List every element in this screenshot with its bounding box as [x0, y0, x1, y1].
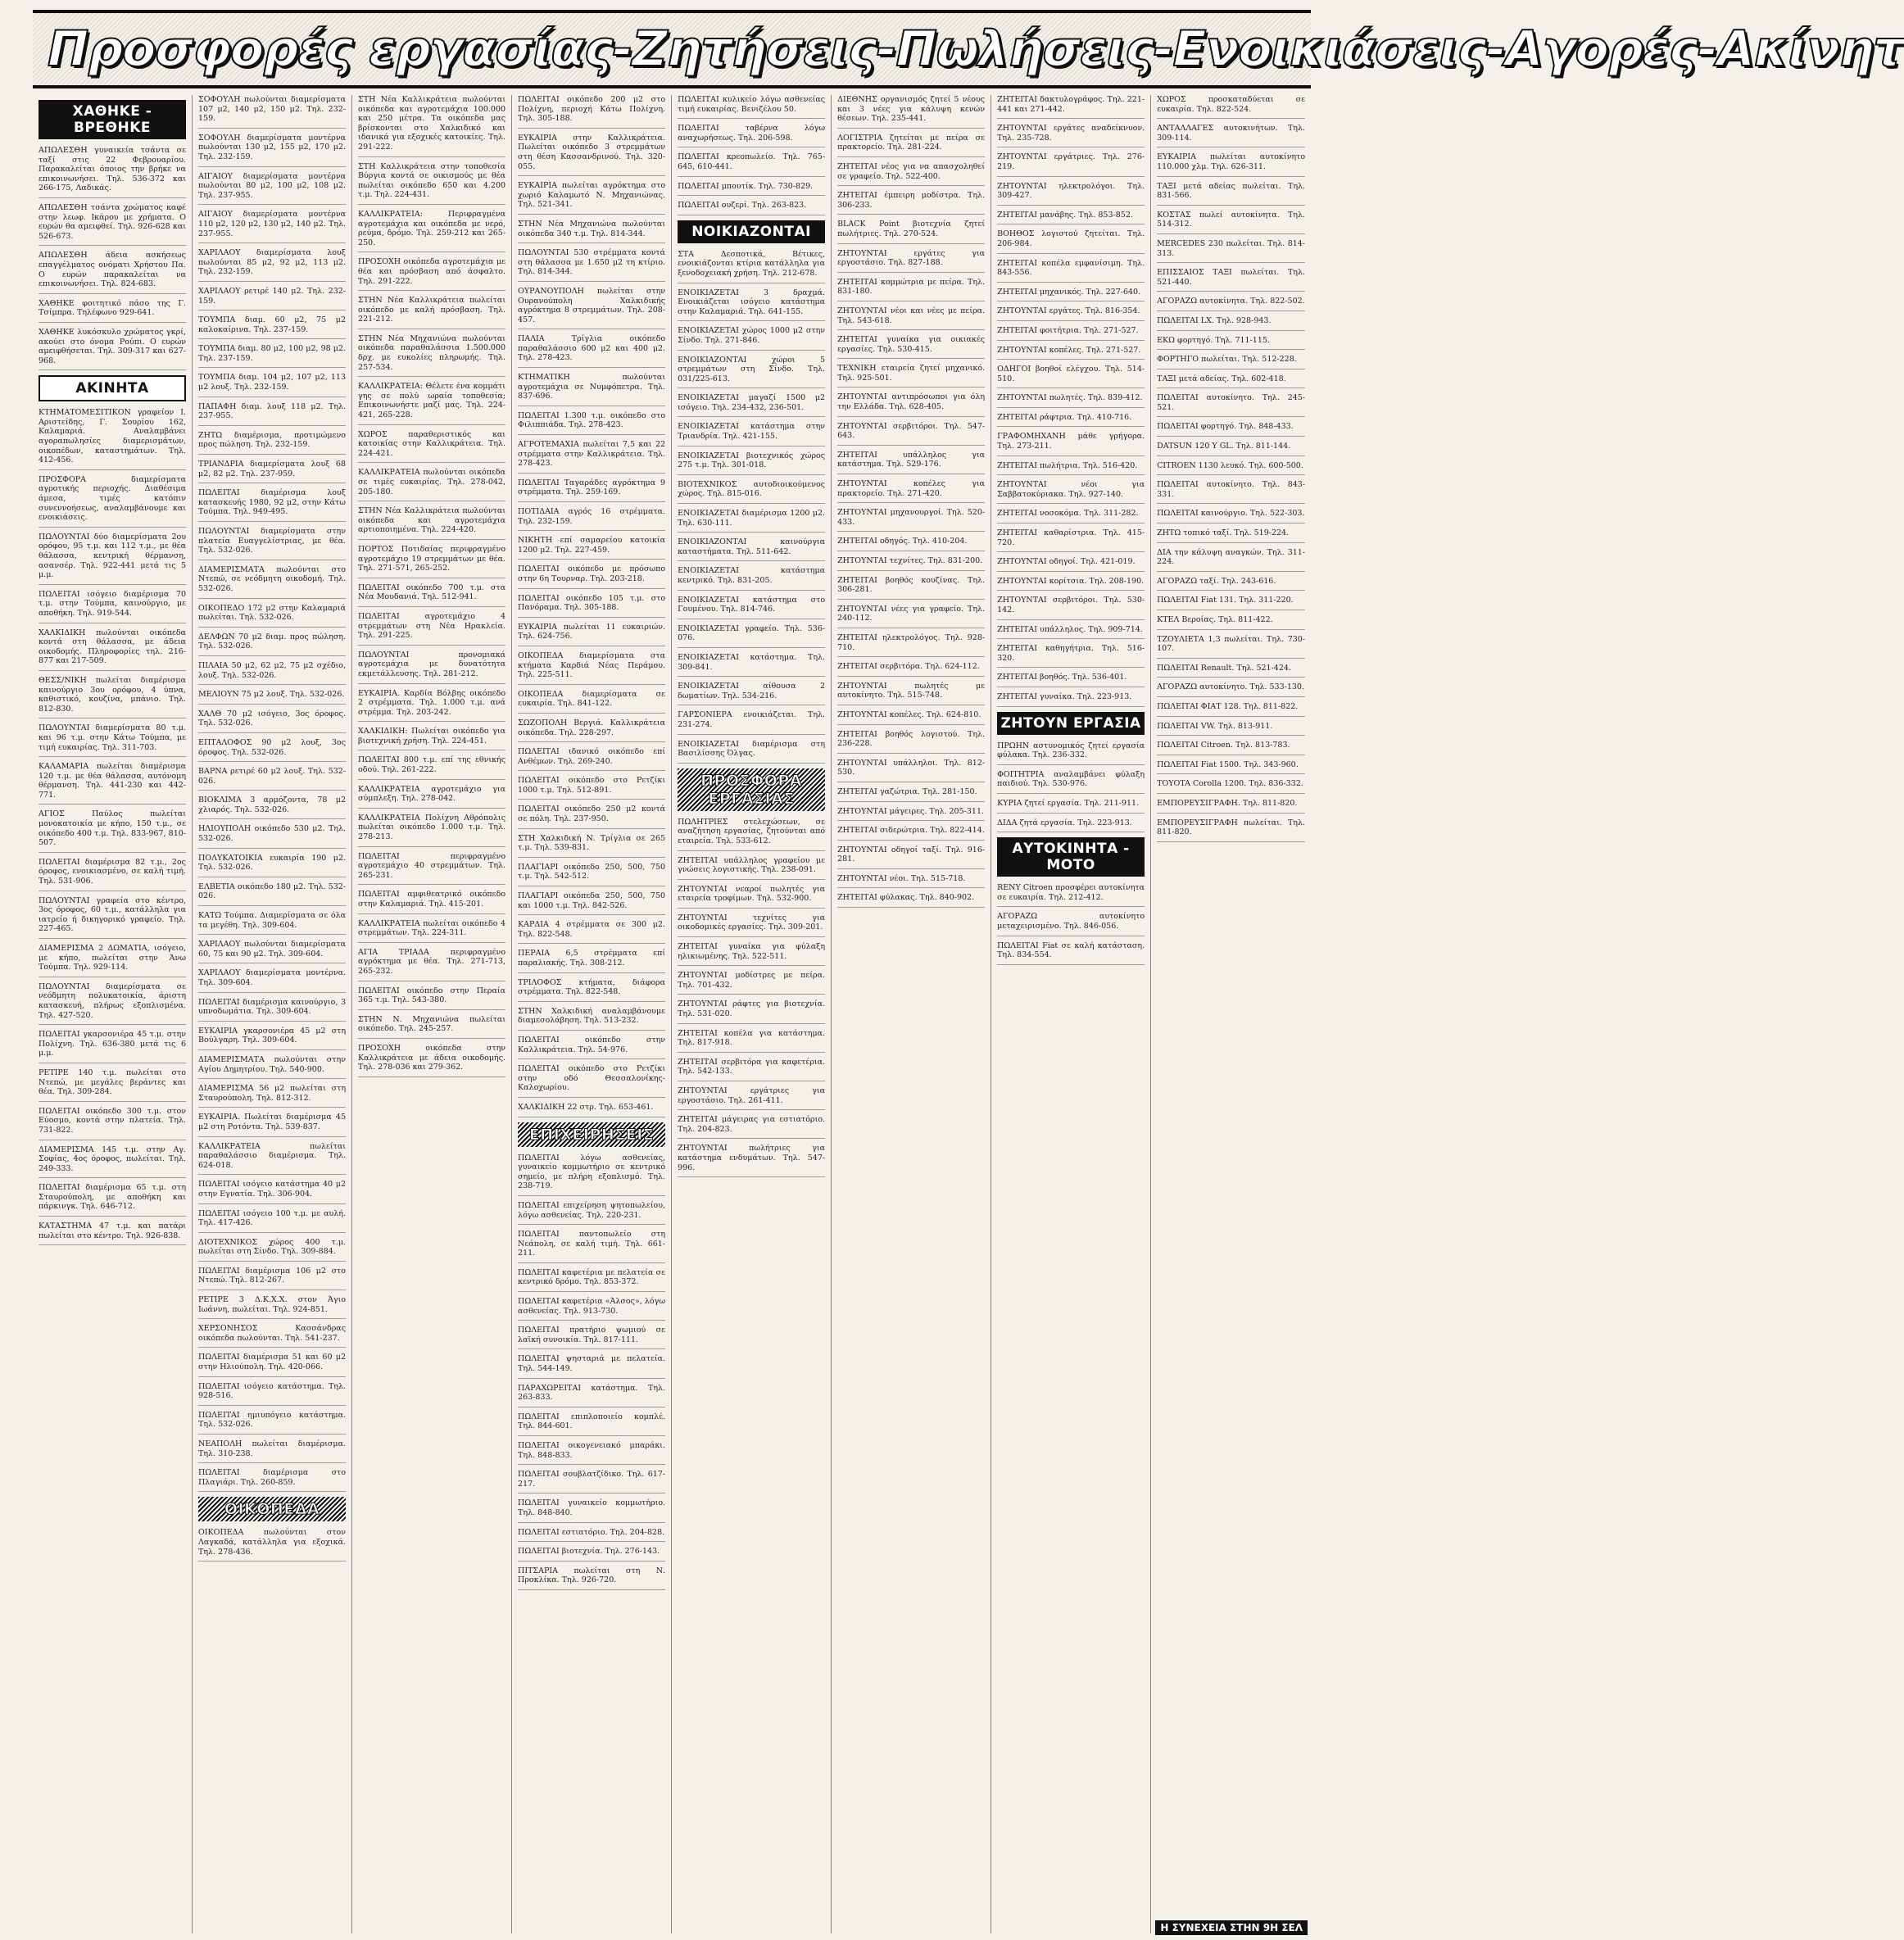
classified-ad: ΖΗΤΕΙΤΑΙ βοηθός κουζίνας. Τηλ. 306-281.	[837, 576, 985, 600]
classified-ad: ΚΑΤΩ Τούμπα. Διαμερίσματα σε όλα τα μεγέθη. Τηλ. 309-604.	[198, 911, 346, 935]
classified-ad: ΕΝΟΙΚΙΑΖΕΤΑΙ 3 δραχμά. Ενοικιάζεται ισόγειο κατάστημα στην Καλαμαριά. Τηλ. 641-155.	[678, 288, 825, 322]
classified-ad: ΠΡΟΣΟΧΗ οικόπεδα στην Καλλικράτεια με άδεια οικοδομής. Τηλ. 278-036 και 279-362.	[358, 1044, 505, 1077]
classified-ad: ΠΟΛΥΚΑΤΟΙΚΙΑ ευκαιρία 190 μ2. Τηλ. 532-026.	[198, 854, 346, 877]
classified-ad: ΟΥΡΑΝΟΥΠΟΛΗ πωλείται στην Ουρανούπολη Χαλκιδικής αγρόκτημα 8 στρεμμάτων. Τηλ. 208-457.	[518, 287, 665, 329]
classified-ad: ΖΗΤΕΙΤΑΙ γυναίκα. Τηλ. 223-913.	[997, 692, 1145, 707]
classified-ad: ΠΩΛΕΙΤΑΙ κρεοπωλείο. Τηλ. 765-645, 610-441.	[678, 152, 825, 176]
classified-ad: ΠΩΛΕΙΤΑΙ περιφραγμένο αγροτεμάχιο 40 στρεμμάτων. Τηλ. 265-231.	[358, 852, 505, 886]
classified-ad: ΖΗΤΟΥΝΤΑΙ νέοι για Σαββατοκύριακα. Τηλ. 927-140.	[997, 480, 1145, 504]
classified-ad: ΔΙΕΘΝΗΣ οργανισμός ζητεί 5 νέους και 3 νέες για κάλυψη κενών θέσεων. Τηλ. 235-441.	[837, 95, 985, 129]
classified-ad: ΠΟΡΤΟΣ Ποτιδαίας περιφραγμένο αγροτεμάχιο 19 στρεμμάτων με θέα. Τηλ. 271-571, 265-252.	[358, 545, 505, 578]
classified-ad: ΠΩΛΕΙΤΑΙ σουβλατζίδικο. Τηλ. 617-217.	[518, 1470, 665, 1494]
classified-ad: CITROEN 1130 λευκό. Τηλ. 600-500.	[1157, 461, 1305, 476]
classified-ad: ΠΩΛΕΙΤΑΙ Fiat 131. Τηλ. 311-220.	[1157, 596, 1305, 610]
classified-ad: ΠΕΡΑΙΑ 6,5 στρέμματα επί παραλιακής. Τηλ. 308-212.	[518, 949, 665, 972]
classified-ad: ΠΩΛΕΙΤΑΙ κυλικείο λόγω ασθενείας τιμή ευκαιρίας. Βενιζέλου 50.	[678, 95, 825, 119]
classified-ad: ΑΓΟΡΑΖΩ αυτοκίνητο μεταχειρισμένο. Τηλ. 846-056.	[997, 912, 1145, 936]
classified-ad: ΑΙΓΑΙΟΥ διαμερίσματα μοντέρνα πωλούνται 80 μ2, 100 μ2, 108 μ2. Τηλ. 237-955.	[198, 172, 346, 206]
section-heading: ΑΥΤΟΚΙΝΗΤΑ - ΜΟΤΟ	[997, 837, 1145, 877]
classified-ad: ΠΩΛΗΤΡΙΕΣ στελεχώσεων, σε αναζήτηση εργασίας, ζητούνται από εταιρεία. Τηλ. 533-612.	[678, 818, 825, 851]
classified-ad: ΚΤΕΛ Βεροίας. Τηλ. 811-422.	[1157, 615, 1305, 630]
classified-ad: ΖΗΤΟΥΝΤΑΙ νέες για γραφείο. Τηλ. 240-112.	[837, 605, 985, 628]
classified-ad: ΖΗΤΕΙΤΑΙ μηχανικός. Τηλ. 227-640.	[997, 288, 1145, 302]
classified-ad: ΠΟΤΙΔΑΙΑ αγρός 16 στρέμματα. Τηλ. 232-159.	[518, 507, 665, 531]
classified-ad: ΖΗΤΕΙΤΑΙ υπάλληλος. Τηλ. 909-714.	[997, 625, 1145, 640]
classified-ad: ΠΩΛΕΙΤΑΙ επιπλοποιείο κομπλέ. Τηλ. 844-601.	[518, 1412, 665, 1436]
classified-ad: ΟΙΚΟΠΕΔΟ 172 μ2 στην Καλαμαριά πωλείται. Τηλ. 532-026.	[198, 604, 346, 628]
classified-ad: ΧΑΡΙΛΑΟΥ ρετιρέ 140 μ2. Τηλ. 232-159.	[198, 287, 346, 310]
classified-ad: ΖΗΤΟΥΝΤΑΙ τεχνίτες. Τηλ. 831-200.	[837, 556, 985, 571]
classified-ad: ΔΕΛΦΩΝ 70 μ2 διαμ. προς πώληση. Τηλ. 532-026.	[198, 632, 346, 656]
section-heading: ΖΗΤΟΥΝ ΕΡΓΑΣΙΑ	[997, 712, 1145, 735]
classified-ad: ΝΕΑΠΟΛΗ πωλείται διαμέρισμα. Τηλ. 310-238.	[198, 1439, 346, 1463]
classified-ad: ΤΖΟΥΛΙΕΤΑ 1,3 πωλείται. Τηλ. 730-107.	[1157, 635, 1305, 659]
classified-ad: ΠΩΛΕΙΤΑΙ μπουτίκ. Τηλ. 730-829.	[678, 182, 825, 197]
classified-ad: ΚΑΛΛΙΚΡΑΤΕΙΑ αγροτεμάχιο για σύμπλεξη. Τηλ. 278-042.	[358, 785, 505, 809]
classified-ad: ΚΟΣΤΑΣ πωλεί αυτοκίνητα. Τηλ. 514-312.	[1157, 211, 1305, 234]
classified-ad: ΠΩΛΟΥΝΤΑΙ διαμερίσματα σε νεόδμητη πολυκατοικία, άριστη κατασκευή, πλήρως εξοπλισμένα. Τηλ. 427-520.	[39, 982, 186, 1025]
classified-ad: ΖΗΤΟΥΝΤΑΙ σερβιτόροι. Τηλ. 530-142.	[997, 596, 1145, 619]
classified-ad: ΖΗΤΟΥΝΤΑΙ ηλεκτρολόγοι. Τηλ. 309-427.	[997, 182, 1145, 206]
classified-ad: ΖΗΤΕΙΤΑΙ σιδερώτρια. Τηλ. 822-414.	[837, 826, 985, 841]
classified-ad: ΚΑΛΑΜΑΡΙΑ πωλείται διαμέρισμα 120 τ.μ. με θέα θάλασσα, αυτόνομη θέρμανση. Τηλ. 441-230 και 442-771.	[39, 762, 186, 805]
classified-ad: ΖΗΤΕΙΤΑΙ μανάβης. Τηλ. 853-852.	[997, 211, 1145, 225]
classified-ad: ΡΕΤΙΡΕ 3 Δ.Κ.Χ.Χ. στον Άγιο Ιωάννη, πωλείται. Τηλ. 924-851.	[198, 1295, 346, 1319]
classified-ad: ΣΤΗ Καλλικράτεια στην τοποθεσία Βύργια κοντά σε οικισμούς με θέα πωλείται οικόπεδο 650 και 4.200 τ.μ. Τηλ. 224-431.	[358, 162, 505, 205]
classified-ad: ΕΜΠΟΡΕΥΣΙΓΡΑΦΗ πωλείται. Τηλ. 811-820.	[1157, 818, 1305, 842]
continuation-note: Η ΣΥΝΕΧΕΙΑ ΣΤΗΝ 9Η ΣΕΛ	[1155, 1920, 1308, 1935]
classified-ad: ΣΤΗ Νέα Καλλικράτεια πωλούνται οικόπεδα και αγροτεμάχια 100.000 και 250 μέτρα. Τα οικόπεδα μας βρίσκονται στο Χαλκιδικό και ιδανικά για εξοχικές κατοικίες. Τηλ. 291-222.	[358, 95, 505, 157]
classified-ad: ΠΩΛΕΙΤΑΙ διαμέρισμα 65 τ.μ. στη Σταυρούπολη, με αποθήκη και πάρκινγκ. Τηλ. 646-712.	[39, 1183, 186, 1217]
classified-ad: ΖΗΤΕΙΤΑΙ πωλήτρια. Τηλ. 516-420.	[997, 461, 1145, 476]
classified-ad: ΧΑΡΙΛΑΟΥ διαμερίσματα μοντέρνα. Τηλ. 309-604.	[198, 968, 346, 992]
section-heading: ΧΑΘΗΚΕ - ΒΡΕΘΗΚΕ	[39, 100, 186, 139]
classified-ad: ΔΙΑΜΕΡΙΣΜΑΤΑ πωλούνται στο Ντεπώ, σε νεόδμητη οικοδομή. Τηλ. 532-026.	[198, 565, 346, 599]
classified-ad: ΠΩΛΕΙΤΑΙ οικόπεδο 200 μ2 στο Πολίχνη, περιοχή Κάτω Πολίχνη. Τηλ. 305-188.	[518, 95, 665, 129]
classified-ad: ΖΗΤΟΥΝΤΑΙ κοπέλες. Τηλ. 271-527.	[997, 346, 1145, 360]
classified-ad: ΠΡΩΗΝ αστυνομικός ζητεί εργασία φύλακα. Τηλ. 236-332.	[997, 741, 1145, 765]
classified-ad: ΣΤΑ Δεσποτικά, Βέτικες, ενοικιάζονται κτίρια κατάλληλα για ξενοδοχειακή χρήση. Τηλ. 212-678.	[678, 250, 825, 283]
classified-column	[832, 95, 991, 1933]
section-heading: ΕΠΙΧΕΙΡΗΣΕΙΣ	[518, 1122, 665, 1147]
classified-ad: ΕΝΟΙΚΙΑΖΟΝΤΑΙ χώροι 5 στρεμμάτων στη Σίνδο. Τηλ. 031/225-613.	[678, 356, 825, 389]
classified-ad: ΖΗΤΕΙΤΑΙ δακτυλογράφος. Τηλ. 221-441 και 271-442.	[997, 95, 1145, 119]
classified-ad: ΧΑΛΚΙΔΙΚΗ 22 στρ. Τηλ. 653-461.	[518, 1103, 665, 1117]
classified-ad: ΖΗΤΟΥΝΤΑΙ πωλητές. Τηλ. 839-412.	[997, 393, 1145, 408]
classified-ad: ΧΑΛΚΙΔΙΚΗ: Πωλείται οικόπεδο για βιοτεχνική χρήση. Τηλ. 224-451.	[358, 727, 505, 750]
classified-ad: ΚΑΛΛΙΚΡΑΤΕΙΑ: Θέλετε ένα κομμάτι γης σε πολύ ωραία τοποθεσία; Επικοινωνήστε μαζί μας. Τηλ. 224-421, 265-228.	[358, 382, 505, 424]
classified-ad: DATSUN 120 Y GL. Τηλ. 811-144.	[1157, 442, 1305, 456]
classified-ad: ΚΤΗΜΑΤΙΚΗ πωλούνται αγροτεμάχια σε Νυμφόπετρα. Τηλ. 837-696.	[518, 373, 665, 406]
classified-ad: ΠΩΛΕΙΤΑΙ LX. Τηλ. 928-943.	[1157, 316, 1305, 331]
classified-ad: ΟΙΚΟΠΕΔΑ διαμερίσματα σε ευκαιρία. Τηλ. 841-122.	[518, 690, 665, 714]
classified-ad: ΤΟΥΜΠΑ διαμ. 60 μ2, 75 μ2 καλοκαίρινα. Τηλ. 237-159.	[198, 315, 346, 339]
classified-ad: ΠΩΛΕΙΤΑΙ αγροτεμάχιο 4 στρεμμάτων στη Νέα Ηρακλεία. Τηλ. 291-225.	[358, 612, 505, 646]
classified-ad: ΕΥΚΑΙΡΙΑ στην Καλλικράτεια. Πωλείται οικόπεδο 3 στρεμμάτων στη θέση Κασσανδρινού. Τηλ. 320-055.	[518, 134, 665, 176]
classified-ad: ΚΑΛΛΙΚΡΑΤΕΙΑ πωλούνται οικόπεδα σε τιμές ευκαιρίας. Τηλ. 278-042, 205-180.	[358, 468, 505, 501]
classified-ad: ΠΩΛΟΥΝΤΑΙ προνομιακά αγροτεμάχια με δυνατότητα εκμετάλλευσης. Τηλ. 281-212.	[358, 650, 505, 684]
classified-ad: ΖΗΤΟΥΝΤΑΙ αντιπρόσωποι για όλη την Ελλάδα. Τηλ. 628-405.	[837, 392, 985, 416]
classified-ad: ΖΗΤΕΙΤΑΙ φύλακας. Τηλ. 840-902.	[837, 893, 985, 908]
classified-ad: ΑΠΩΛΕΣΘΗ άδεια ασκήσεως επαγγέλματος ονόματι Χρήστου Πα. Ο ευρών παρακαλείται να επικοινωνήσει. Τηλ. 824-683.	[39, 251, 186, 293]
classified-ad: ΕΝΟΙΚΙΑΖΕΤΑΙ κατάστημα. Τηλ. 309-841.	[678, 653, 825, 677]
classified-ad: ΠΩΛΕΙΤΑΙ οικόπεδο 105 τ.μ. στο Πανόραμα. Τηλ. 305-188.	[518, 594, 665, 618]
classified-ad: ΣΩΖΟΠΟΛΗ Βεργιά. Καλλικράτεια οικόπεδα. Τηλ. 228-297.	[518, 718, 665, 742]
classified-ad: ΠΩΛΕΙΤΑΙ αυτοκίνητο. Τηλ. 245-521.	[1157, 393, 1305, 417]
banner-title: Προσφορές εργασίας-Ζητήσεις-Πωλήσεις-Ενοικιάσεις-Αγορές-Ακίνητ	[48, 20, 1904, 78]
classified-ad: ΠΡΟΣΦΟΡΑ διαμερίσματα αγροτικής περιοχής. Διαθέσιμα άμεσα, τιμές κατόπιν συνεννοήσεως, αναλαμβάνουμε και ενοικιάσεις.	[39, 475, 186, 528]
classified-ad: ΖΗΤΕΙΤΑΙ κοπέλα εμφανίσιμη. Τηλ. 843-556.	[997, 259, 1145, 283]
classified-ad: ΘΕΣΣ/ΝΙΚΗ πωλείται διαμέρισμα καινούργιο 3ου ορόφου, 4 ύπνα, καθιστικό, κουζίνα, μπάνιο. Τηλ. 812-830.	[39, 676, 186, 718]
classified-ad: ΠΩΛΕΙΤΑΙ Fiat 1500. Τηλ. 343-960.	[1157, 760, 1305, 775]
classified-column	[193, 95, 352, 1933]
classified-ad: ΒΑΡΝΑ ρετιρέ 60 μ2 λουξ. Τηλ. 532-026.	[198, 767, 346, 791]
classified-ad: ΠΩΛΕΙΤΑΙ αμφιθεατρικό οικόπεδο στην Καλαμαριά. Τηλ. 415-201.	[358, 890, 505, 913]
classified-ad: ΖΗΤΩ διαμέρισμα, προτιμώμενο προς πώληση. Τηλ. 232-159.	[198, 431, 346, 455]
classified-ad: ΕΥΚΑΙΡΙΑ γκαρσονιέρα 45 μ2 στη Βούλγαρη. Τηλ. 309-604.	[198, 1027, 346, 1050]
classified-ad: ΖΗΤΟΥΝΤΑΙ υπάλληλοι. Τηλ. 812-530.	[837, 759, 985, 782]
classified-ad: ΠΩΛΕΙΤΑΙ επιχείρηση ψητοπωλείου, λόγω ασθενείας. Τηλ. 220-231.	[518, 1201, 665, 1225]
page-banner	[33, 10, 1904, 88]
classified-ad: ΖΗΤΕΙΤΑΙ σερβιτόρα για καφετέρια. Τηλ. 542-133.	[678, 1058, 825, 1081]
classified-ad: ΤΕΧΝΙΚΗ εταιρεία ζητεί μηχανικό. Τηλ. 925-501.	[837, 364, 985, 388]
classified-ad: ΖΗΤΕΙΤΑΙ μάγειρας για εστιατόριο. Τηλ. 204-823.	[678, 1115, 825, 1139]
classified-ad: ΧΕΡΣΟΝΗΣΟΣ Κασσάνδρας οικόπεδα πωλούνται. Τηλ. 541-237.	[198, 1324, 346, 1348]
classified-ad: ΒΟΗΘΟΣ λογιστού ζητείται. Τηλ. 206-984.	[997, 229, 1145, 253]
classified-ad: ΑΓΡΟΤΕΜΑΧΙΑ πωλείται 7,5 και 22 στρέμματα στην Καλλικράτεια. Τηλ. 278-423.	[518, 440, 665, 474]
classified-ad: ΕΝΟΙΚΙΑΖΕΤΑΙ κατάστημα στο Γουμένου. Τηλ. 814-746.	[678, 596, 825, 619]
classified-ad: ΕΝΟΙΚΙΑΖΕΤΑΙ διαμέρισμα 1200 μ2. Τηλ. 630-111.	[678, 509, 825, 533]
classified-ad: ΖΗΤΟΥΝΤΑΙ μοδίστρες με πείρα. Τηλ. 701-432.	[678, 971, 825, 995]
classified-ad: ΠΩΛΕΙΤΑΙ ισόγειο 100 τ.μ. με αυλή. Τηλ. 417-426.	[198, 1209, 346, 1233]
classified-ad: ΧΑΘΗΚΕ λυκόσκυλο χρώματος γκρί, ακούει στο όνομα Ρούπι. Ο ευρών αμειφθήσεται. Τηλ. 309-317 και 627-968.	[39, 328, 186, 370]
classified-ad: TOYOTA Corolla 1200. Τηλ. 836-332.	[1157, 779, 1305, 794]
classified-ad: ΣΤΗΝ Ν. Μηχανιώνα πωλείται οικόπεδο. Τηλ. 245-257.	[358, 1015, 505, 1039]
classified-ad: ΑΓΙΟΣ Παύλος πωλείται μονοκατοικία με κήπο, 150 τ.μ., σε οικόπεδο 400 τ.μ. Τηλ. 833-967, 810-507.	[39, 809, 186, 852]
classified-ad: ΠΩΛΕΙΤΑΙ οικόπεδο στο Ρετζίκι στην οδό Θεσσαλονίκης-Καλοχωρίου.	[518, 1064, 665, 1098]
classified-ad: ΑΠΩΛΕΣΘΗ τσάντα χρώματος καφέ στην λεωφ. Ικάρου με χρήματα. Ο ευρών θα αμειφθεί. Τηλ. 926-628 και 526-673.	[39, 203, 186, 246]
classified-ad: ΠΩΛΕΙΤΑΙ 1.300 τ.μ. οικόπεδο στο Φιλιππιάδα. Τηλ. 278-423.	[518, 411, 665, 435]
classified-ad: ΠΩΛΕΙΤΑΙ λόγω ασθενείας, γυναικείο κομμωτήριο σε κεντρικό σημείο, με πλήρη εξοπλισμό. Τηλ. 238-719.	[518, 1154, 665, 1196]
classified-ad: ΔΙΑΜΕΡΙΣΜΑ 2 ΔΩΜΑΤΙΑ, ισόγειο, με κήπο, πωλείται στην Άνω Τούμπα. Τηλ. 929-114.	[39, 944, 186, 977]
classified-ad: ΠΑΡΑΧΩΡΕΙΤΑΙ κατάστημα. Τηλ. 263-833.	[518, 1384, 665, 1407]
classified-column	[1151, 95, 1311, 1933]
classified-column	[991, 95, 1151, 1933]
classified-ad: ΠΩΛΕΙΤΑΙ πρατήριο ψωμιού σε λαϊκή συνοικία. Τηλ. 817-111.	[518, 1326, 665, 1349]
classified-ad: ΠΩΛΕΙΤΑΙ οικόπεδο 700 τ.μ. στα Νέα Μουδανιά. Τηλ. 512-941.	[358, 583, 505, 607]
classified-ad: ΚΑΛΛΙΚΡΑΤΕΙΑ Πολίχνη Αθρόπολις πωλείται οικόπεδο 1.000 τ.μ. Τηλ. 278-213.	[358, 814, 505, 847]
classified-ad: ΠΡΟΣΟΧΗ οικόπεδα αγροτεμάχια με θέα και πρόσβαση από άσφαλτο. Τηλ. 291-222.	[358, 257, 505, 291]
classified-ad: ΣΤΗΝ Χαλκιδική αναλαμβάνουμε διαμεσολάβηση. Τηλ. 513-232.	[518, 1007, 665, 1031]
classified-ad: ΖΗΤΕΙΤΑΙ οδηγός. Τηλ. 410-204.	[837, 537, 985, 551]
classified-ad: ΕΥΚΑΙΡΙΑ. Καρδία Βόλβης οικόπεδο 2 στρέμματα. Τηλ. 1.000 τ.μ. ανά στρέμμα. Τηλ. 203-242.	[358, 689, 505, 723]
section-heading: ΑΚΙΝΗΤΑ	[39, 375, 186, 401]
classified-ad: ΖΗΤΟΥΝΤΑΙ οδηγοί. Τηλ. 421-019.	[997, 557, 1145, 572]
classified-ad: ΝΙΚΗΤΗ επί σαμαρείου κατοικία 1200 μ2. Τηλ. 227-459.	[518, 536, 665, 560]
classified-ad: ΕΝΟΙΚΙΑΖΕΤΑΙ διαμέρισμα στη Βασιλίσσης Όλγας.	[678, 740, 825, 764]
classified-ad: ΠΩΛΕΙΤΑΙ οικόπεδο στην Περαία 365 τ.μ. Τηλ. 543-380.	[358, 986, 505, 1010]
section-heading: ΝΟΙΚΙΑΖΟΝΤΑΙ	[678, 220, 825, 243]
classified-ad: ΕΚΩ φορτηγό. Τηλ. 711-115.	[1157, 336, 1305, 351]
classified-ad: ΠΩΛΕΙΤΑΙ διαμέρισμα 106 μ2 στο Ντεπώ. Τηλ. 812-267.	[198, 1267, 346, 1290]
classified-ad: ΠΩΛΕΙΤΑΙ 800 τ.μ. επί της εθνικής οδού. Τηλ. 261-222.	[358, 755, 505, 779]
classified-ad: ΔΙΑΜΕΡΙΣΜΑ 145 τ.μ. στην Αγ. Σοφίας, 4ος όροφος, πωλείται. Τηλ. 249-333.	[39, 1145, 186, 1179]
classified-ad: ΠΩΛΕΙΤΑΙ καφετέρια με πελατεία σε κεντρικό δρόμο. Τηλ. 853-372.	[518, 1268, 665, 1292]
classified-ad: ΤΡΙΑΝΔΡΙΑ διαμερίσματα λουξ 68 μ2, 82 μ2. Τηλ. 237-959.	[198, 460, 346, 483]
classified-ad: ΖΗΤΕΙΤΑΙ γυναίκα για φύλαξη ηλικιωμένης. Τηλ. 522-511.	[678, 942, 825, 966]
classified-ad: ΖΗΤΟΥΝΤΑΙ εργάτριες. Τηλ. 276-219.	[997, 152, 1145, 176]
classified-ad: ΖΗΤΕΙΤΑΙ σερβιτόρα. Τηλ. 624-112.	[837, 662, 985, 677]
classified-ad: ΤΡΙΛΟΦΟΣ κτήματα, διάφορα στρέμματα. Τηλ. 822-548.	[518, 978, 665, 1002]
classified-ad: ΖΗΤΕΙΤΑΙ υπάλληλος γραφείου με γνώσεις λογιστικής. Τηλ. 238-091.	[678, 856, 825, 880]
classified-ad: ΖΗΤΕΙΤΑΙ φοιτήτρια. Τηλ. 271-527.	[997, 326, 1145, 341]
classified-ad: ΠΩΛΕΙΤΑΙ οικόπεδο 300 τ.μ. στον Εύοσμο, κοντά στην πλατεία. Τηλ. 731-822.	[39, 1107, 186, 1140]
classified-ad: ΖΗΤΟΥΝΤΑΙ πωλητές με αυτοκίνητο. Τηλ. 515-748.	[837, 682, 985, 705]
classified-ad: ΠΩΛΕΙΤΑΙ ισόγειο διαμέρισμα 70 τ.μ. στην Τούμπα, καινούργιο, με αποθήκη. Τηλ. 919-544.	[39, 590, 186, 623]
classified-column	[33, 95, 193, 1933]
classified-ad: ΖΗΤΕΙΤΑΙ νοσοκόμα. Τηλ. 311-282.	[997, 509, 1145, 524]
classified-ad: ΠΩΛΕΙΤΑΙ Citroen. Τηλ. 813-783.	[1157, 741, 1305, 755]
classified-ad: ΖΗΤΟΥΝΤΑΙ νέοι. Τηλ. 515-718.	[837, 874, 985, 889]
classified-ad: ΠΩΛΕΙΤΑΙ διαμέρισμα 82 τ.μ., 2ος όροφος, ενοικιασμένο, σε καλή τιμή. Τηλ. 531-906.	[39, 858, 186, 891]
classified-ad: ΤΑΞΙ μετά αδείας πωλείται. Τηλ. 831-566.	[1157, 182, 1305, 206]
classified-ad: ΕΥΚΑΙΡΙΑ πωλείται αυτοκίνητο 110.000 χλμ. Τηλ. 626-311.	[1157, 152, 1305, 176]
classified-ad: ΠΩΛΕΙΤΑΙ ψησταριά με πελατεία. Τηλ. 544-149.	[518, 1354, 665, 1378]
classified-ad: ΗΛΙΟΥΠΟΛΗ οικόπεδο 530 μ2. Τηλ. 532-026.	[198, 824, 346, 848]
classified-ad: ΟΙΚΟΠΕΔΑ διαμερίσματα στα κτήματα Καρδιά Νέας Περάμου. Τηλ. 225-511.	[518, 651, 665, 685]
classified-column	[352, 95, 512, 1933]
classified-ad: ΖΗΤΟΥΝΤΑΙ τεχνίτες για οικοδομικές εργασίες. Τηλ. 309-201.	[678, 913, 825, 937]
classified-ad: ΖΗΤΕΙΤΑΙ ηλεκτρολόγος. Τηλ. 928-710.	[837, 633, 985, 657]
classified-ad: ΖΗΤΕΙΤΑΙ καθηγήτρια. Τηλ. 516-320.	[997, 644, 1145, 668]
classified-ad: ΧΑΘΗΚΕ φοιτητικό πάσο της Γ. Τσίμπρα. Τηλέφωνο 929-641.	[39, 299, 186, 323]
classified-ad: ΖΗΤΟΥΝΤΑΙ ράφτες για βιοτεχνία. Τηλ. 531-020.	[678, 999, 825, 1023]
classified-ad: ΑΝΤΑΛΛΑΓΕΣ αυτοκινήτων. Τηλ. 309-114.	[1157, 124, 1305, 147]
classified-ad: ΤΑΞΙ μετά αδείας. Τηλ. 602-418.	[1157, 374, 1305, 389]
classified-ad: ΠΙΛΑΙΑ 50 μ2, 62 μ2, 75 μ2 σχέδιο, λουξ. Τηλ. 532-026.	[198, 661, 346, 685]
section-heading: ΟΙΚΟΠΕΔΑ	[198, 1497, 346, 1521]
classified-ad: ΔΙΟΤΕΧΝΙΚΟΣ χώρος 400 τ.μ. πωλείται στη Σίνδο. Τηλ. 309-884.	[198, 1238, 346, 1262]
classified-ad: ΠΩΛΕΙΤΑΙ φορτηγό. Τηλ. 848-433.	[1157, 422, 1305, 437]
classified-ad: ΧΑΡΙΛΑΟΥ πωλούνται διαμερίσματα 60, 75 και 90 μ2. Τηλ. 309-604.	[198, 940, 346, 963]
classified-ad: ΖΗΤΟΥΝΤΑΙ οδηγοί ταξί. Τηλ. 916-281.	[837, 845, 985, 869]
classified-ad: ΧΑΛΚΙΔΙΚΗ πωλούνται οικόπεδα κοντά στη θάλασσα, με άδεια οικοδομής. Πληροφορίες τηλ. 216-877 και 217-509.	[39, 628, 186, 671]
classified-ad: ΠΩΛΕΙΤΑΙ ιδανικό οικόπεδο επί Ανθέμων. Τηλ. 269-240.	[518, 747, 665, 771]
classified-ad: ΖΗΤΟΥΝΤΑΙ κοπέλες για πρακτορείο. Τηλ. 271-420.	[837, 479, 985, 503]
classified-ad: MERCEDES 230 πωλείται. Τηλ. 814-313.	[1157, 239, 1305, 263]
classified-ad: ΠΩΛΕΙΤΑΙ Ταγαράδες αγρόκτημα 9 στρέμματα. Τηλ. 259-169.	[518, 478, 665, 502]
classified-ad: ΠΩΛΕΙΤΑΙ γκαρσονιέρα 45 τ.μ. στην Πολίχνη. Τηλ. 636-380 μετά τις 6 μ.μ.	[39, 1030, 186, 1063]
classified-ad: ΜΕΛΙΟΥΝ 75 μ2 λουξ. Τηλ. 532-026.	[198, 690, 346, 705]
classified-ad: ΠΩΛΕΙΤΑΙ VW. Τηλ. 813-911.	[1157, 722, 1305, 737]
classified-ad: ΕΝΟΙΚΙΑΖΕΤΑΙ μαγαζί 1500 μ2 ισόγειο. Τηλ. 234-432, 236-501.	[678, 393, 825, 417]
classified-ad: ΠΩΛΟΥΝΤΑΙ γραφεία στο κέντρο, 3ος όροφος, 60 τ.μ., κατάλληλα για ιατρείο ή δικηγορικό γραφείο. Τηλ. 227-465.	[39, 896, 186, 939]
classified-ad: ΖΗΤΟΥΝΤΑΙ νεαροί πωλητές για εταιρεία τροφίμων. Τηλ. 532-900.	[678, 885, 825, 909]
classified-ad: ΟΔΗΓΟΙ βοηθοί ελέγχου. Τηλ. 514-510.	[997, 365, 1145, 388]
classified-ad: ΧΑΛΘ 70 μ2 ισόγειο, 3ος όροφος. Τηλ. 532-026.	[198, 709, 346, 733]
classified-ad: ΠΩΛΕΙΤΑΙ οικόπεδο στο Ρετζίκι 1000 τ.μ. Τηλ. 512-891.	[518, 776, 665, 800]
classified-ad: ΑΙΓΑΙΟΥ διαμερίσματα μοντέρνα 110 μ2, 120 μ2, 130 μ2, 140 μ2. Τηλ. 237-955.	[198, 210, 346, 243]
classified-ad: ΠΛΑΓΙΑΡΙ οικόπεδο 250, 500, 750 τ.μ. Τηλ. 542-512.	[518, 863, 665, 886]
classified-ad: ΠΩΛΕΙΤΑΙ Fiat σε καλή κατάσταση. Τηλ. 834-554.	[997, 941, 1145, 965]
classified-ad: ΚΑΡΔΙΑ 4 στρέμματα σε 300 μ2. Τηλ. 822-548.	[518, 920, 665, 944]
classified-ad: ΠΩΛΕΙΤΑΙ οικόπεδο με πρόσωπο στην 6η Τουρναρ. Τηλ. 203-218.	[518, 564, 665, 588]
classified-ad: ΣΟΦΟΥΛΗ πωλούνται διαμερίσματα 107 μ2, 140 μ2, 150 μ2. Τηλ. 232-159.	[198, 95, 346, 129]
classified-ad: ΦΟΡΤΗΓΟ πωλείται. Τηλ. 512-228.	[1157, 355, 1305, 369]
classified-ad: ΖΗΤΩ τοπικό ταξί. Τηλ. 519-224.	[1157, 528, 1305, 543]
classified-ad: ΔΙΑ την κάλυψη αναγκών. Τηλ. 311-224.	[1157, 548, 1305, 572]
classified-ad: ΕΝΟΙΚΙΑΖΟΝΤΑΙ καινούργια καταστήματα. Τηλ. 511-642.	[678, 537, 825, 561]
classified-ad: ΠΩΛΟΥΝΤΑΙ 530 στρέμματα κοντά στη θάλασσα με 1.650 μ2 τη κτίριο. Τηλ. 814-344.	[518, 248, 665, 282]
classified-ad: ΖΗΤΕΙΤΑΙ γαζώτρια. Τηλ. 281-150.	[837, 787, 985, 802]
classified-ad: ΖΗΤΕΙΤΑΙ γυναίκα για οικιακές εργασίες. Τηλ. 530-415.	[837, 335, 985, 359]
classified-ad: ΚΥΡΙΑ ζητεί εργασία. Τηλ. 211-911.	[997, 799, 1145, 814]
classified-ad: ΕΝΟΙΚΙΑΖΕΤΑΙ αίθουσα 2 δωματίων. Τηλ. 534-216.	[678, 682, 825, 705]
classified-ad: ΖΗΤΟΥΝΤΑΙ σερβιτόροι. Τηλ. 547-643.	[837, 422, 985, 446]
classified-ad: ΑΠΩΛΕΣΘΗ γυναικεία τσάντα σε ταξί στις 22 Φεβρουαρίου. Παρακαλείται όποιος την βρήκε να επικοινωνήσει. Τηλ. 536-372 και 266-175, Λαδικάς.	[39, 146, 186, 198]
classified-ad: ΖΗΤΟΥΝΤΑΙ εργάτες. Τηλ. 816-354.	[997, 306, 1145, 321]
classified-ad: ΚΑΛΛΙΚΡΑΤΕΙΑ: Περιφραγμένα αγροτεμάχια και οικόπεδα με νερό, ρεύμα, δρόμο. Τηλ. 259-212 και 265-250.	[358, 210, 505, 252]
classified-ad: ΕΝΟΙΚΙΑΖΕΤΑΙ κατάστημα στην Τριανδρία. Τηλ. 421-155.	[678, 422, 825, 446]
classified-ad: ΠΑΠΑΦΗ διαμ. λουξ 118 μ2. Τηλ. 237-955.	[198, 402, 346, 426]
classified-ad: ΖΗΤΟΥΝΤΑΙ μάγειρες. Τηλ. 205-311.	[837, 807, 985, 822]
classified-ad: ΕΥΚΑΙΡΙΑ πωλείται αγρόκτημα στο χωριό Καλαμωτό Ν. Μηχανιώνας. Τηλ. 521-341.	[518, 181, 665, 215]
classified-ad: ΠΩΛΟΥΝΤΑΙ δύο διαμερίσματα 2ου ορόφου, 95 τ.μ. και 112 τ.μ., με θέα θάλασσα, κεντρική θέρμανση, ασανσέρ. Τηλ. 922-441 μετά τις 5 μ.μ.	[39, 533, 186, 585]
classified-ad: ΠΩΛΕΙΤΑΙ διαμέρισμα λουξ κατασκευής 1980, 92 μ2, στην Κάτω Τούμπα. Τηλ. 949-495.	[198, 488, 346, 522]
classified-ad: ΤΟΥΜΠΑ διαμ. 80 μ2, 100 μ2, 98 μ2. Τηλ. 237-159.	[198, 344, 346, 368]
classified-ad: ΚΑΛΛΙΚΡΑΤΕΙΑ πωλείται οικόπεδο 4 στρεμμάτων. Τηλ. 224-311.	[358, 919, 505, 943]
classified-ad: RENY Citroen προσφέρει αυτοκίνητα σε ευκαιρία. Τηλ. 212-412.	[997, 883, 1145, 907]
classified-ad: ΖΗΤΟΥΝΤΑΙ κοπέλες. Τηλ. 624-810.	[837, 710, 985, 725]
classified-ad: ΓΑΡΣΟΝΙΕΡΑ ενοικιάζεται. Τηλ. 231-274.	[678, 710, 825, 734]
classified-ad: ΠΛΑΓΙΑΡΙ οικόπεδα 250, 500, 750 και 1000 τ.μ. Τηλ. 842-526.	[518, 891, 665, 915]
classified-ad: ΑΓΟΡΑΖΩ αυτοκίνητο. Τηλ. 533-130.	[1157, 682, 1305, 697]
classified-ad: ΠΩΛΕΙΤΑΙ ταβέρνα λόγω αναχωρήσεως. Τηλ. 206-598.	[678, 124, 825, 147]
classified-ad: ΡΕΤΙΡΕ 140 τ.μ. πωλείται στο Ντεπώ, με μεγάλες βεράντες και θέα. Τηλ. 309-284.	[39, 1068, 186, 1102]
classified-ad: BLACK Point βιοτεχνία ζητεί πωλήτριες. Τηλ. 270-524.	[837, 220, 985, 243]
classified-ad: ΣΤΗΝ Νέα Καλλικράτεια πωλούνται οικόπεδα και αγροτεμάχια αρτιοποιημένα. Τηλ. 224-420.	[358, 506, 505, 540]
classified-ad: ΚΑΤΑΣΤΗΜΑ 47 τ.μ. και πατάρι πωλείται στο κέντρο. Τηλ. 926-838.	[39, 1222, 186, 1245]
classified-ad: ΛΟΓΙΣΤΡΙΑ ζητείται με πείρα σε πρακτορείο. Τηλ. 281-224.	[837, 134, 985, 157]
classified-ad: ΠΩΛΕΙΤΑΙ καινούργιο. Τηλ. 522-303.	[1157, 509, 1305, 524]
classified-ad: ΠΩΛΕΙΤΑΙ οικόπεδο 250 μ2 κοντά σε πόλη. Τηλ. 237-950.	[518, 805, 665, 828]
classified-ad: ΖΗΤΕΙΤΑΙ βοηθός. Τηλ. 536-401.	[997, 673, 1145, 687]
classified-ad: ΕΠΙΣΣΑΙΟΣ ΤΑΞΙ πωλείται. Τηλ. 521-440.	[1157, 268, 1305, 292]
classified-ad: ΠΩΛΕΙΤΑΙ οικογενειακό μπαράκι. Τηλ. 848-833.	[518, 1441, 665, 1465]
classified-ad: ΠΩΛΕΙΤΑΙ διαμέρισμα 51 και 60 μ2 στην Ηλιούπολη. Τηλ. 420-066.	[198, 1353, 346, 1376]
classified-ad: ΣΤΗΝ Νέα Καλλικράτεια πωλείται οικόπεδο με καλή πρόσβαση. Τηλ. 221-212.	[358, 296, 505, 329]
classified-ad: ΠΩΛΕΙΤΑΙ αυτοκίνητο. Τηλ. 843-331.	[1157, 480, 1305, 504]
classified-ad: ΖΗΤΟΥΝΤΑΙ εργάτες αναδείκνυον. Τηλ. 235-728.	[997, 124, 1145, 147]
section-heading: ΠΡΟΣΦΟΡΑ ΕΡΓΑΣΙΑΣ	[678, 768, 825, 811]
classified-ad: ΦΟΙΤΗΤΡΙΑ αναλαμβάνει φύλαξη παιδιού. Τηλ. 530-976.	[997, 770, 1145, 794]
classified-ad: ΒΙΟΤΕΧΝΙΚΟΣ αυτοδιοικούμενος χώρος. Τηλ. 815-016.	[678, 480, 825, 504]
classified-column	[512, 95, 672, 1933]
classified-ad: ΑΓΟΡΑΖΩ αυτοκίνητα. Τηλ. 822-502.	[1157, 297, 1305, 311]
classified-ad: ΖΗΤΕΙΤΑΙ νέος για να απασχοληθεί σε γραφείο. Τηλ. 522-400.	[837, 162, 985, 186]
classified-ad: ΧΩΡΟΣ παραθεριστικός και κατοικίας στην Καλλικράτεια. Τηλ. 224-421.	[358, 430, 505, 464]
classified-ad: ΠΩΛΕΙΤΑΙ οικόπεδο στην Καλλικράτεια. Τηλ. 54-976.	[518, 1036, 665, 1059]
classified-ad: ΖΗΤΟΥΝΤΑΙ εργάτες για εργοστάσιο. Τηλ. 827-188.	[837, 249, 985, 273]
classified-ad: ΖΗΤΕΙΤΑΙ κομμώτρια με πείρα. Τηλ. 831-180.	[837, 278, 985, 301]
classified-ad: ΖΗΤΕΙΤΑΙ υπάλληλος για κατάστημα. Τηλ. 529-176.	[837, 451, 985, 474]
classified-ad: ΕΥΚΑΙΡΙΑ. Πωλείται διαμέρισμα 45 μ2 στη Ροτόντα. Τηλ. 539-837.	[198, 1113, 346, 1136]
classified-ad: ΖΗΤΕΙΤΑΙ κοπέλα για κατάστημα. Τηλ. 817-918.	[678, 1029, 825, 1053]
classified-ad: ΖΗΤΟΥΝΤΑΙ εργάτριες για εργοστάσιο. Τηλ. 261-411.	[678, 1086, 825, 1110]
classified-ad: ΠΩΛΕΙΤΑΙ καφετέρια «Άλσος», λόγω ασθενείας. Τηλ. 913-730.	[518, 1297, 665, 1321]
classified-ad: ΠΩΛΕΙΤΑΙ διαμέρισμα καινούργιο, 3 υπνοδωμάτια. Τηλ. 309-604.	[198, 998, 346, 1022]
classified-ad: ΣΤΗ Χαλκιδική Ν. Τρίγλια σε 265 τ.μ. Τηλ. 539-831.	[518, 834, 665, 858]
classified-ad: ΠΩΛΕΙΤΑΙ διαμέρισμα στο Πλαγιάρι. Τηλ. 260-859.	[198, 1468, 346, 1492]
classified-ad: ΠΩΛΕΙΤΑΙ βιοτεχνία. Τηλ. 276-143.	[518, 1547, 665, 1562]
classifieds-columns	[33, 95, 1311, 1933]
classified-ad: ΕΝΟΙΚΙΑΖΕΤΑΙ γραφείο. Τηλ. 536-076.	[678, 624, 825, 648]
classified-ad: ΣΤΗΝ Νέα Μηχανιώνα πωλούνται οικόπεδα παραθαλάσσια 1.500.000 δρχ. με ευκολίες πληρωμής. Τηλ. 257-534.	[358, 334, 505, 377]
classified-ad: ΖΗΤΟΥΝΤΑΙ νέοι και νέες με πείρα. Τηλ. 543-618.	[837, 306, 985, 330]
classified-ad: ΖΗΤΕΙΤΑΙ καθαρίστρια. Τηλ. 415-720.	[997, 528, 1145, 552]
classified-ad: ΕΝΟΙΚΙΑΖΕΤΑΙ βιοτεχνικός χώρος 275 τ.μ. Τηλ. 301-018.	[678, 451, 825, 475]
classified-ad: ΕΝΟΙΚΙΑΖΕΤΑΙ χώρος 1000 μ2 στην Σίνδο. Τηλ. 271-846.	[678, 326, 825, 350]
classified-ad: ΕΥΚΑΙΡΙΑ πωλείται 11 ευκαιριών. Τηλ. 624-756.	[518, 623, 665, 646]
classified-ad: ΠΑΛΙΑ Τρίγλια οικόπεδο παραθαλάσσιο 600 μ2 και 400 μ2. Τηλ. 278-423.	[518, 334, 665, 368]
classified-ad: ΔΙΔΑ ζητά εργασία. Τηλ. 223-913.	[997, 818, 1145, 833]
classified-ad: ΧΑΡΙΛΑΟΥ διαμερίσματα λουξ πωλούνται 85 μ2, 92 μ2, 113 μ2. Τηλ. 232-159.	[198, 248, 346, 282]
classified-ad: ΤΟΥΜΠΑ διαμ. 104 μ2, 107 μ2, 113 μ2 λουξ. Τηλ. 232-159.	[198, 373, 346, 397]
classified-ad: ΖΗΤΟΥΝΤΑΙ μηχανουργοί. Τηλ. 520-433.	[837, 508, 985, 532]
classified-ad: ΕΝΟΙΚΙΑΖΕΤΑΙ κατάστημα κεντρικό. Τηλ. 831-205.	[678, 566, 825, 590]
classified-ad: ΑΓΙΑ ΤΡΙΑΔΑ περιφραγμένο αγρόκτημα με θέα. Τηλ. 271-713, 265-232.	[358, 948, 505, 981]
classified-ad: ΠΩΛΕΙΤΑΙ ισόγειο κατάστημα. Τηλ. 928-516.	[198, 1382, 346, 1406]
classified-ad: ΠΩΛΕΙΤΑΙ εστιατόριο. Τηλ. 204-828.	[518, 1528, 665, 1543]
classified-ad: ΠΙΤΣΑΡΙΑ πωλείται στη Ν. Προκλίκα. Τηλ. 926-720.	[518, 1566, 665, 1590]
classified-ad: ΕΛΒΕΤΙΑ οικόπεδο 180 μ2. Τηλ. 532-026.	[198, 882, 346, 906]
classified-ad: ΠΩΛΕΙΤΑΙ ουζερί. Τηλ. 263-823.	[678, 201, 825, 215]
classified-ad: ΓΡΑΦΟΜΗΧΑΝΗ μάθε γρήγορα. Τηλ. 273-211.	[997, 432, 1145, 456]
classified-ad: ΕΜΠΟΡΕΥΣΙΓΡΑΦΗ. Τηλ. 811-820.	[1157, 799, 1305, 814]
classified-ad: ΣΟΦΟΥΛΗ διαμερίσματα μοντέρνα πωλούνται 130 μ2, 155 μ2, 170 μ2. Τηλ. 232-159.	[198, 134, 346, 167]
classified-ad: ΔΙΑΜΕΡΙΣΜΑΤΑ πωλούνται στην Αγίου Δημητρίου. Τηλ. 540-900.	[198, 1055, 346, 1079]
classified-ad: ΕΠΤΑΛΟΦΟΣ 90 μ2 λουξ, 3ος όροφος. Τηλ. 532-026.	[198, 738, 346, 762]
classified-ad: ΠΩΛΕΙΤΑΙ γυναικείο κομμωτήριο. Τηλ. 848-840.	[518, 1498, 665, 1522]
classified-ad: ΖΗΤΟΥΝΤΑΙ κορίτσια. Τηλ. 208-190.	[997, 577, 1145, 592]
classified-ad: ΠΩΛΟΥΝΤΑΙ διαμερίσματα στην πλατεία Ευαγγελίστριας, με θέα. Τηλ. 532-026.	[198, 527, 346, 560]
classified-ad: ΧΩΡΟΣ προσκαταδύεται σε ευκαιρία. Τηλ. 822-524.	[1157, 95, 1305, 119]
classified-ad: ΚΑΛΛΙΚΡΑΤΕΙΑ πωλείται παραθαλάσσιο διαμέρισμα. Τηλ. 624-018.	[198, 1142, 346, 1176]
classified-ad: ΔΙΑΜΕΡΙΣΜΑ 56 μ2 πωλείται στη Σταυρούπολη. Τηλ. 812-312.	[198, 1084, 346, 1108]
classified-ad: ΠΩΛΟΥΝΤΑΙ διαμερίσματα 80 τ.μ. και 96 τ.μ. στην Κάτω Τούμπα, με τιμή ευκαιρίας. Τηλ. 311-703.	[39, 723, 186, 757]
classified-ad: ΠΩΛΕΙΤΑΙ ισόγειο κατάστημα 40 μ2 στην Εγνατία. Τηλ. 306-904.	[198, 1180, 346, 1203]
classified-ad: ΖΗΤΟΥΝΤΑΙ πωλήτριες για κατάστημα ενδυμάτων. Τηλ. 547-996.	[678, 1144, 825, 1177]
classified-ad: ΖΗΤΕΙΤΑΙ έμπειρη μοδίστρα. Τηλ. 306-233.	[837, 191, 985, 215]
classified-ad: ΒΙΟΚΛΙΜΑ 3 αρμόζοντα, 78 μ2 χλιαρός. Τηλ. 532-026.	[198, 795, 346, 819]
classified-ad: ΣΤΗΝ Νέα Μηχανιώνα πωλούνται οικόπεδα 340 τ.μ. Τηλ. 814-344.	[518, 220, 665, 243]
classified-ad: ΠΩΛΕΙΤΑΙ ΦΙΑΤ 128. Τηλ. 811-822.	[1157, 702, 1305, 717]
classified-ad: ΑΓΟΡΑΖΩ ταξί. Τηλ. 243-616.	[1157, 577, 1305, 592]
classified-ad: ΖΗΤΕΙΤΑΙ βοηθός λογιστού. Τηλ. 236-228.	[837, 730, 985, 754]
classified-column	[672, 95, 832, 1933]
classified-ad: ΖΗΤΕΙΤΑΙ ράφτρια. Τηλ. 410-716.	[997, 413, 1145, 428]
classified-ad: ΟΙΚΟΠΕΔΑ πωλούνται στον Λαγκαδά, κατάλληλα για εξοχικά. Τηλ. 278-436.	[198, 1528, 346, 1562]
classified-ad: ΠΩΛΕΙΤΑΙ παντοπωλείο στη Νεάπολη, σε καλή τιμή. Τηλ. 661-211.	[518, 1230, 665, 1263]
classified-ad: ΚΤΗΜΑΤΟΜΕΣΙΤΙΚΟΝ γραφείον Ι. Αριστείδης, Γ. Σουρίου 162, Καλαμαριά. Αναλαμβάνει αγοραπωλησίες διαμερισμάτων, οικοπέδων, καταστημάτων. Τηλ. 412-456.	[39, 408, 186, 470]
classified-ad: ΠΩΛΕΙΤΑΙ Renault. Τηλ. 521-424.	[1157, 664, 1305, 678]
classified-ad: ΠΩΛΕΙΤΑΙ ημιυπόγειο κατάστημα. Τηλ. 532-026.	[198, 1411, 346, 1435]
